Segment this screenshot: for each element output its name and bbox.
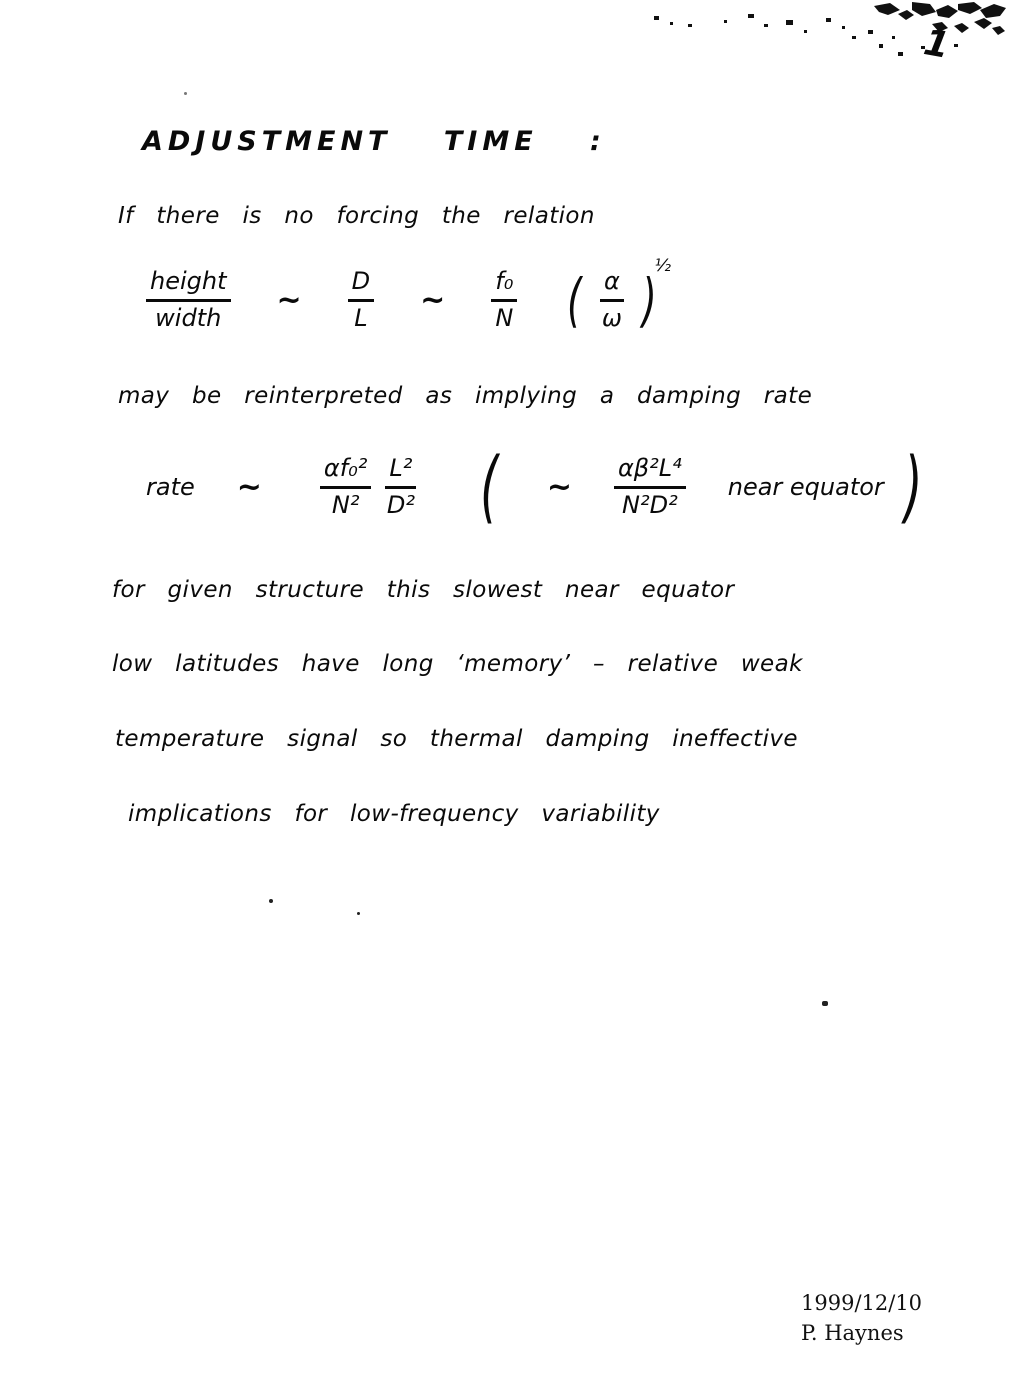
page-title: ADJUSTMENT TIME : bbox=[142, 126, 606, 157]
fraction-numerator: αβ²L⁴ bbox=[614, 455, 686, 489]
text-line-intro: If there is no forcing the relation bbox=[118, 203, 595, 229]
fraction-height-width bbox=[146, 268, 231, 332]
fraction-numerator: D bbox=[348, 268, 374, 302]
close-paren: ) bbox=[641, 266, 657, 334]
text-line-structure: for given structure this slowest near equator bbox=[112, 577, 735, 603]
tilde-symbol: ~ bbox=[236, 469, 262, 505]
fraction-alpha-f0-N bbox=[320, 455, 372, 519]
fraction-denominator: D² bbox=[386, 490, 415, 519]
fraction-f0-N bbox=[491, 268, 517, 332]
open-paren: ( bbox=[480, 442, 499, 532]
fraction-numerator: f₀ bbox=[491, 268, 517, 302]
text-line-implications: implications for low-frequency variability bbox=[128, 801, 660, 827]
fraction-denominator: L bbox=[354, 303, 368, 332]
fraction-denominator: N bbox=[495, 303, 514, 332]
scan-noise-artifacts bbox=[636, 0, 1016, 80]
footer-author: P. Haynes bbox=[801, 1321, 904, 1346]
formula-damping-rate bbox=[146, 442, 928, 532]
exponent-one-half: ½ bbox=[654, 256, 671, 276]
footer bbox=[801, 1288, 922, 1349]
footer-date: 1999/12/10 bbox=[801, 1291, 923, 1315]
ink-speck bbox=[822, 1001, 828, 1006]
page-number: 1 bbox=[920, 22, 953, 67]
rate-label: rate bbox=[146, 473, 195, 502]
fraction-numerator: L² bbox=[385, 455, 416, 489]
tilde-symbol: ~ bbox=[420, 282, 446, 318]
fraction-denominator: N²D² bbox=[622, 490, 678, 519]
text-line-reinterpret: may be reinterpreted as implying a damping rate bbox=[118, 383, 813, 409]
ink-speck bbox=[357, 912, 360, 915]
fraction-L-D bbox=[385, 455, 416, 519]
formula-aspect-ratio bbox=[146, 256, 677, 334]
text-line-latitudes: low latitudes have long ‘memory’ – relative weak bbox=[112, 651, 803, 677]
fraction-denominator: N² bbox=[331, 490, 360, 519]
tilde-symbol: ~ bbox=[276, 282, 302, 318]
fraction-alpha-beta-L bbox=[614, 455, 686, 519]
text-line-temperature: temperature signal so thermal damping ineffective bbox=[115, 726, 798, 752]
ink-speck bbox=[184, 92, 187, 95]
fraction-numerator: α bbox=[600, 268, 624, 302]
fraction-denominator: ω bbox=[601, 303, 622, 332]
tilde-symbol: ~ bbox=[546, 469, 572, 505]
fraction-numerator: height bbox=[146, 268, 231, 302]
fraction-denominator: width bbox=[155, 303, 222, 332]
fraction-alpha-omega bbox=[600, 268, 624, 332]
near-equator-note: near equator bbox=[727, 473, 884, 502]
ink-speck bbox=[269, 899, 273, 903]
fraction-numerator: αf₀² bbox=[320, 455, 372, 489]
close-paren: ) bbox=[903, 442, 923, 532]
fraction-D-L bbox=[348, 268, 374, 332]
open-paren: ( bbox=[567, 266, 583, 334]
